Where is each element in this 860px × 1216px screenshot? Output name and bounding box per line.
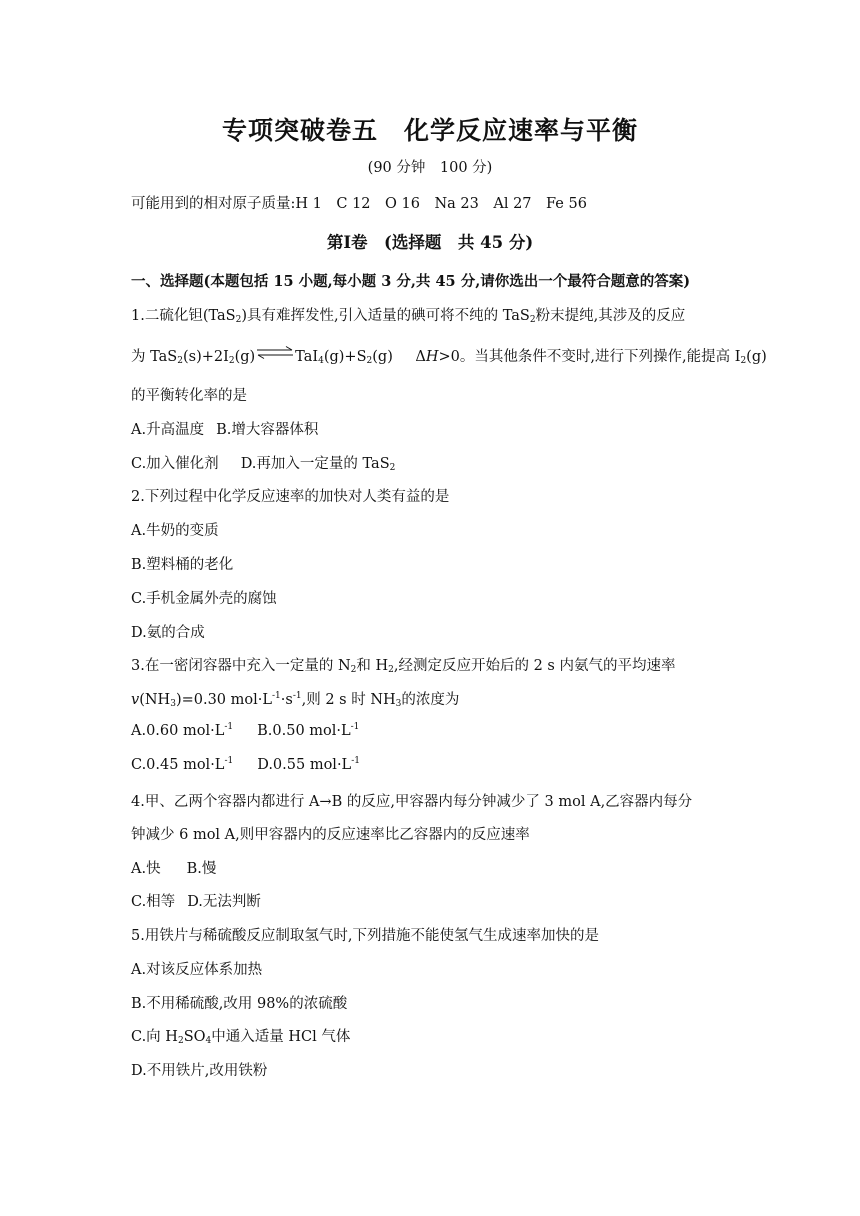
q4-options-ab <box>131 857 216 878</box>
exam-duration-score: (90 分钟 100 分) <box>367 160 493 176</box>
q2-option-a: A.牛奶的变质 <box>131 523 219 539</box>
q2-option-c: C.手机金属外壳的腐蚀 <box>131 591 277 607</box>
page-title: 专项突破卷五 化学反应速率与平衡 <box>221 116 638 145</box>
q4-option-d: D.无法判断 <box>187 894 261 910</box>
q4-options-cd <box>131 890 261 911</box>
atomic-masses-note: 可能用到的相对原子质量:H 1 C 12 O 16 Na 23 Al 27 Fe 56 <box>131 196 587 212</box>
q2-option-d: D.氨的合成 <box>131 625 205 641</box>
q2-option-b: B.塑料桶的老化 <box>131 557 234 573</box>
section-title: 第Ⅰ卷 (选择题 共 45 分) <box>326 233 534 252</box>
q4-stem-line2: 钟减少 6 mol A,则甲容器内的反应速率比乙容器内的反应速率 <box>131 827 530 843</box>
q3-option-a: A.0.60 $mol\cdot L^{-1}$ <box>131 722 234 739</box>
q1-options-ab <box>131 418 318 439</box>
q5-option-a: A.对该反应体系加热 <box>131 962 263 978</box>
equilibrium-arrow-icon <box>255 348 295 360</box>
q4-stem-line1: 4.甲、乙两个容器内都进行 A→B 的反应,甲容器内每分钟减少了 3 mol A,乙容器内每分 <box>131 794 693 810</box>
q3-stem-line2: $v(NH_3)=0.30$ $mol\cdot L^{-1}\cdot s^{-1}$,则 2 s 时 $NH_3$的浓度为 <box>131 691 460 709</box>
q4-option-a: A.快 <box>131 861 161 877</box>
q1-options-cd <box>131 452 395 473</box>
q4-option-c: C.相等 <box>131 894 176 910</box>
q4-option-b: B.慢 <box>186 861 217 877</box>
q1-option-c: C.加入催化剂 <box>131 456 219 472</box>
q1-stem-line3: 的平衡转化率的是 <box>131 388 247 404</box>
q1-option-b: B.增大容器体积 <box>216 422 319 438</box>
q1-option-d: D.再加入一定量的 TaS$_2$ <box>240 456 396 473</box>
q5-option-b: B.不用稀硫酸,改用 98%的浓硫酸 <box>131 996 348 1012</box>
q3-stem-line1: 3.在一密闭容器中充入一定量的 $N_2$和 $H_2$,经测定反应开始后的 2 s 内氨气的平均速率 <box>131 658 676 675</box>
section-instruction: 一、选择题(本题包括 15 小题,每小题 3 分,共 45 分,请你选出一个最符合题意的答案) <box>131 273 691 290</box>
q1-stem-line2: 为 $TaS_2(s)+2I_2(g)$ $TaI_4(g)+S_2(g)$ ΔH>0。当其他条件不变时,进行下列操作,能提高 $I_2(g)$ <box>131 345 767 366</box>
q2-stem: 2.下列过程中化学反应速率的加快对人类有益的是 <box>131 489 450 505</box>
q1-stem-line1: 1.二硫化钽(TaS$_2$)具有难挥发性,引入适量的碘可将不纯的 TaS$_2$粉末提纯,其涉及的反应 <box>131 308 686 325</box>
q5-option-d: D.不用铁片,改用铁粉 <box>131 1063 268 1079</box>
q1-option-a: A.升高温度 <box>131 422 205 438</box>
q3-options-cd <box>131 756 360 773</box>
q5-stem: 5.用铁片与稀硫酸反应制取氢气时,下列措施不能使氢气生成速率加快的是 <box>131 928 599 944</box>
q3-option-b: B.0.50 $mol\cdot L^{-1}$ <box>257 722 360 739</box>
q3-options-ab <box>131 722 359 739</box>
q5-option-c: C.向 $H_2SO_4$中通入适量 HCl 气体 <box>131 1029 351 1046</box>
q3-option-d: D.0.55 $mol\cdot L^{-1}$ <box>257 756 360 773</box>
q3-option-c: C.0.45 $mol\cdot L^{-1}$ <box>131 756 234 773</box>
